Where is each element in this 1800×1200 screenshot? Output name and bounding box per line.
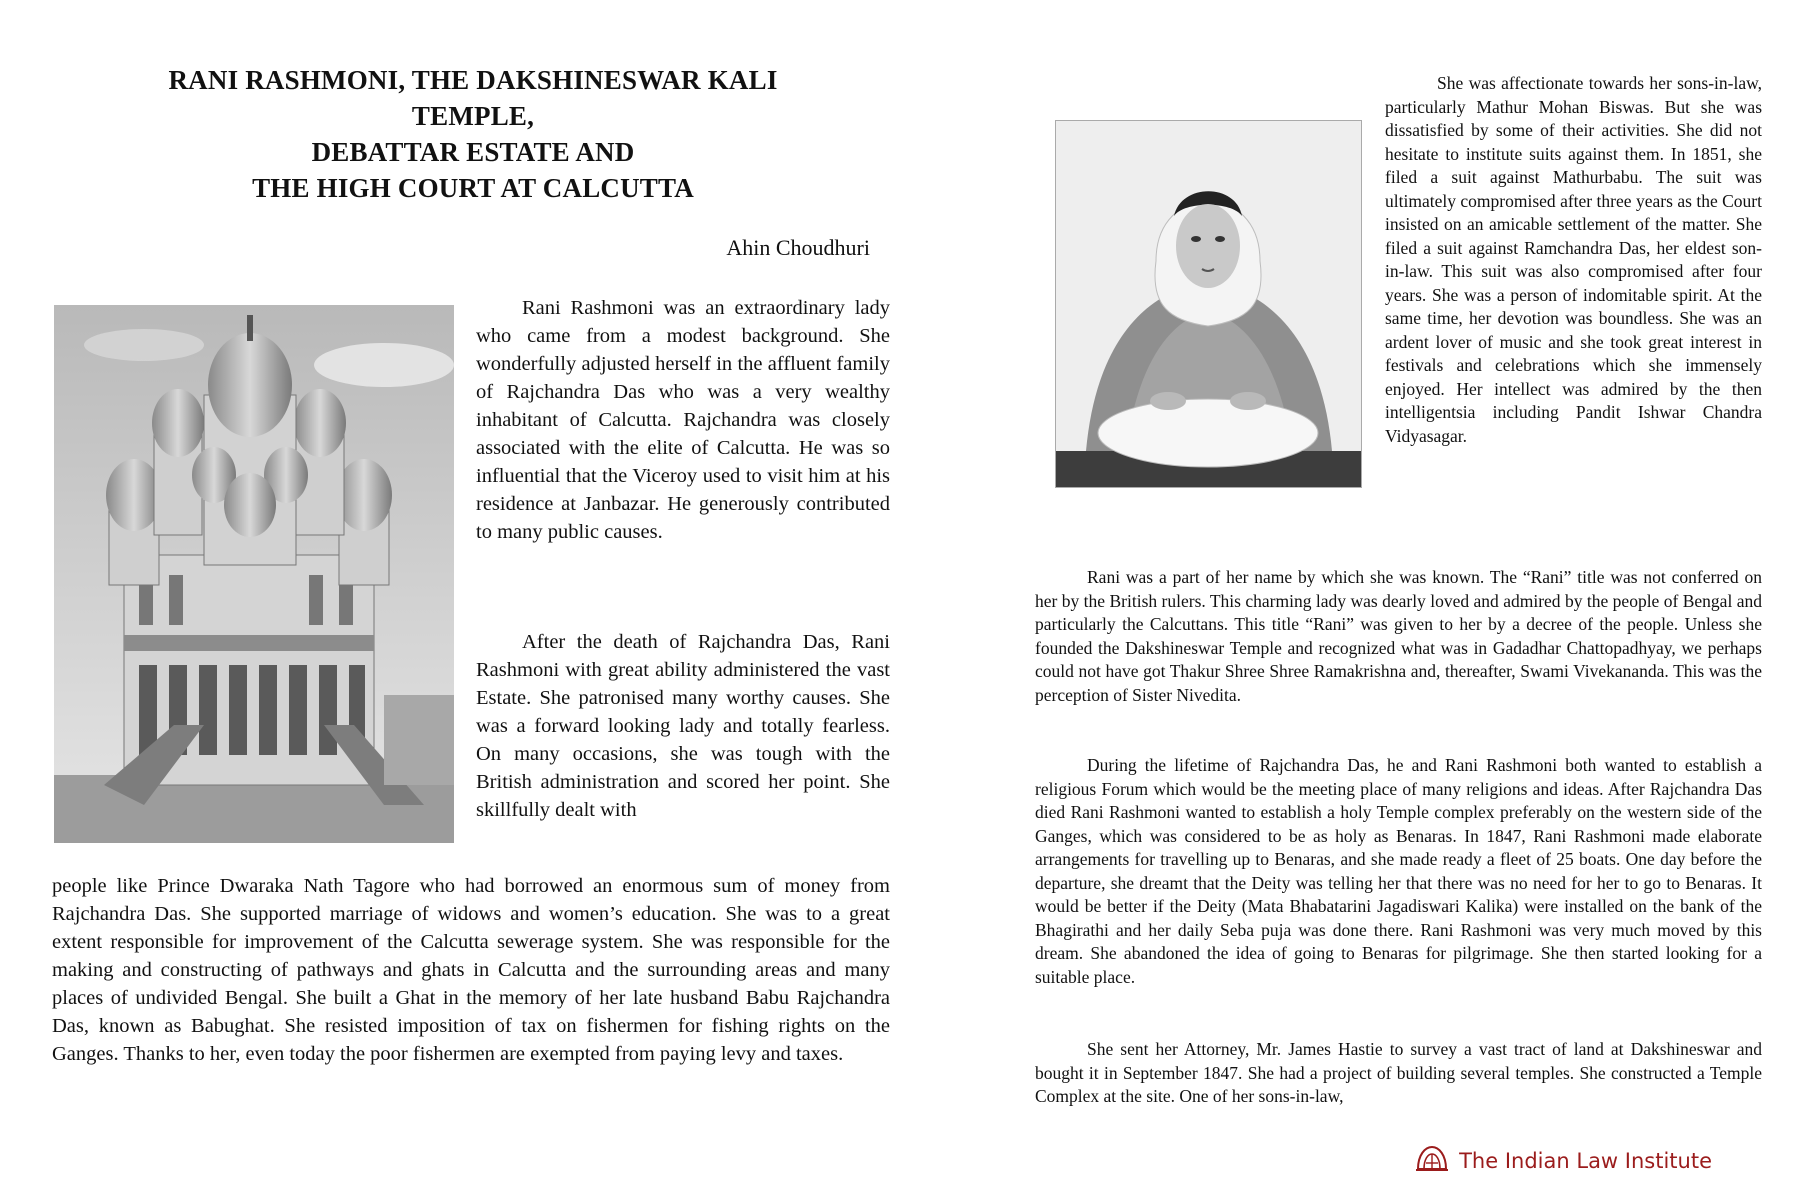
continuation-paragraph: people like Prince Dwaraka Nath Tagore who had borrowed an enormous sum of money from Rajchandra Das. She supported marriage of widows and women’s education. She was to a great extent responsible for improvement of the Calcutta sewerage system. She was responsible for the making and constructing of pathways and ghats in Calcutta and the surrounding areas and many places of undivided Bengal. She built a Ghat in the memory of her late husband Babu Rajchandra Das, known as Babughat. She resisted imposition of tax on fishermen for fishing rights on the Ganges. Thanks to her, even today the poor fishermen are exempted from paying levy and taxes. [52,875,890,1065]
title-line: DEBATTAR ESTATE AND [311,137,635,167]
estate-paragraph: After the death of Rajchandra Das, Rani Rashmoni with great ability administered the vast Estate. She patronised many worthy causes. She was a forward looking lady and totally fearless. On many occasions, she was tough with the British administration and scored her point. She skillfully dealt with [476,631,890,821]
temple-photo [54,305,454,843]
portrait-illustration [1056,121,1361,487]
temple-illustration [54,305,454,843]
temple-vision-paragraph: During the lifetime of Rajchandra Das, he and Rani Rashmoni both wanted to establish a religious Forum which would be the meeting place of many religions and ideas. After Rajchandra Das died Rani Rashmoni wanted to establish a holy Temple complex preferably on the western side of the Ganges, which was considered to be as holy as Benaras. In 1847, Rani Rashmoni made elaborate arrangements for travelling up to Benaras, and she made ready a fleet of 25 boats. One day before the departure, she dreamt that the Deity was telling her that there was no need for her to go to Benaras. It would be better if the Deity (Mata Bhabatarini Jagadiswari Kalika) were installed on the bank of the Bhagirathi and her daily Seba puja was done there. Rani Rashmoni was very much moved by this dream. She abandoned the idea of going to Benaras for pilgrimage. She then started looking for a suitable place. [1035,755,1762,987]
title-line: THE HIGH COURT AT CALCUTTA [252,173,694,203]
rani-rashmoni-portrait [1055,120,1362,488]
footer-branding [1415,1143,1712,1178]
author-name: Ahin Choudhuri [726,235,870,260]
sons-in-law-paragraph: She was affectionate towards her sons-in-law, particularly Mathur Mohan Biswas. But she was dissatisfied by some of their activities. She did not hesitate to institute suits against them. In 1851, she filed a suit against Mathurbabu. The suit was ultimately compromised after three years as the Court insisted on an amicable settlement of the matter. She filed a suit against Ramchandra Das, her eldest son-in-law. This suit was also compromised after four years. She was a person of indomitable spirit. At the same time, her devotion was boundless. She was an ardent lover of music and she took great interest in festivals and celebrations which she immensely enjoyed. Her intellect was admired by the then intelligentsia including Pandit Ishwar Chandra Vidyasagar. [1385,73,1762,446]
land-purchase-paragraph: She sent her Attorney, Mr. James Hastie to survey a vast tract of land at Dakshineswar and bought it in September 1847. She had a project of building several temples. She constructed a Temple Complex at the site. One of her sons-in-law, [1035,1039,1762,1106]
right-page [900,0,1800,1200]
rani-title-paragraph: Rani was a part of her name by which she was known. The “Rani” title was not conferred on her by the British rulers. This charming lady was dearly loved and admired by the people of Bengal and particularly the Calcuttans. This title “Rani” was given to her by a decree of the people. Unless she founded the Dakshineswar Temple and recognized what was in Gadadhar Chattopadhyay, we perhaps could not have got Thakur Shree Shree Ramakrishna and, thereafter, Swami Vivekananda. This was the perception of Sister Nivedita. [1035,567,1762,705]
institute-name: The Indian Law Institute [1459,1148,1712,1173]
article-title [52,62,894,206]
title-line: RANI RASHMONI, THE DAKSHINESWAR KALI [168,65,778,95]
title-line: TEMPLE, [411,101,535,131]
intro-paragraph: Rani Rashmoni was an extraordinary lady who came from a modest background. She wonderfully adjusted herself in the affluent family of Rajchandra Das who was a very wealthy inhabitant of Calcutta. Rajchandra was closely associated with the elite of Calcutta. He was so influential that the Viceroy used to visit him at his residence at Janbazar. He generously contributed to many public causes. [476,297,890,543]
indian-law-institute-emblem-icon [1415,1143,1449,1178]
